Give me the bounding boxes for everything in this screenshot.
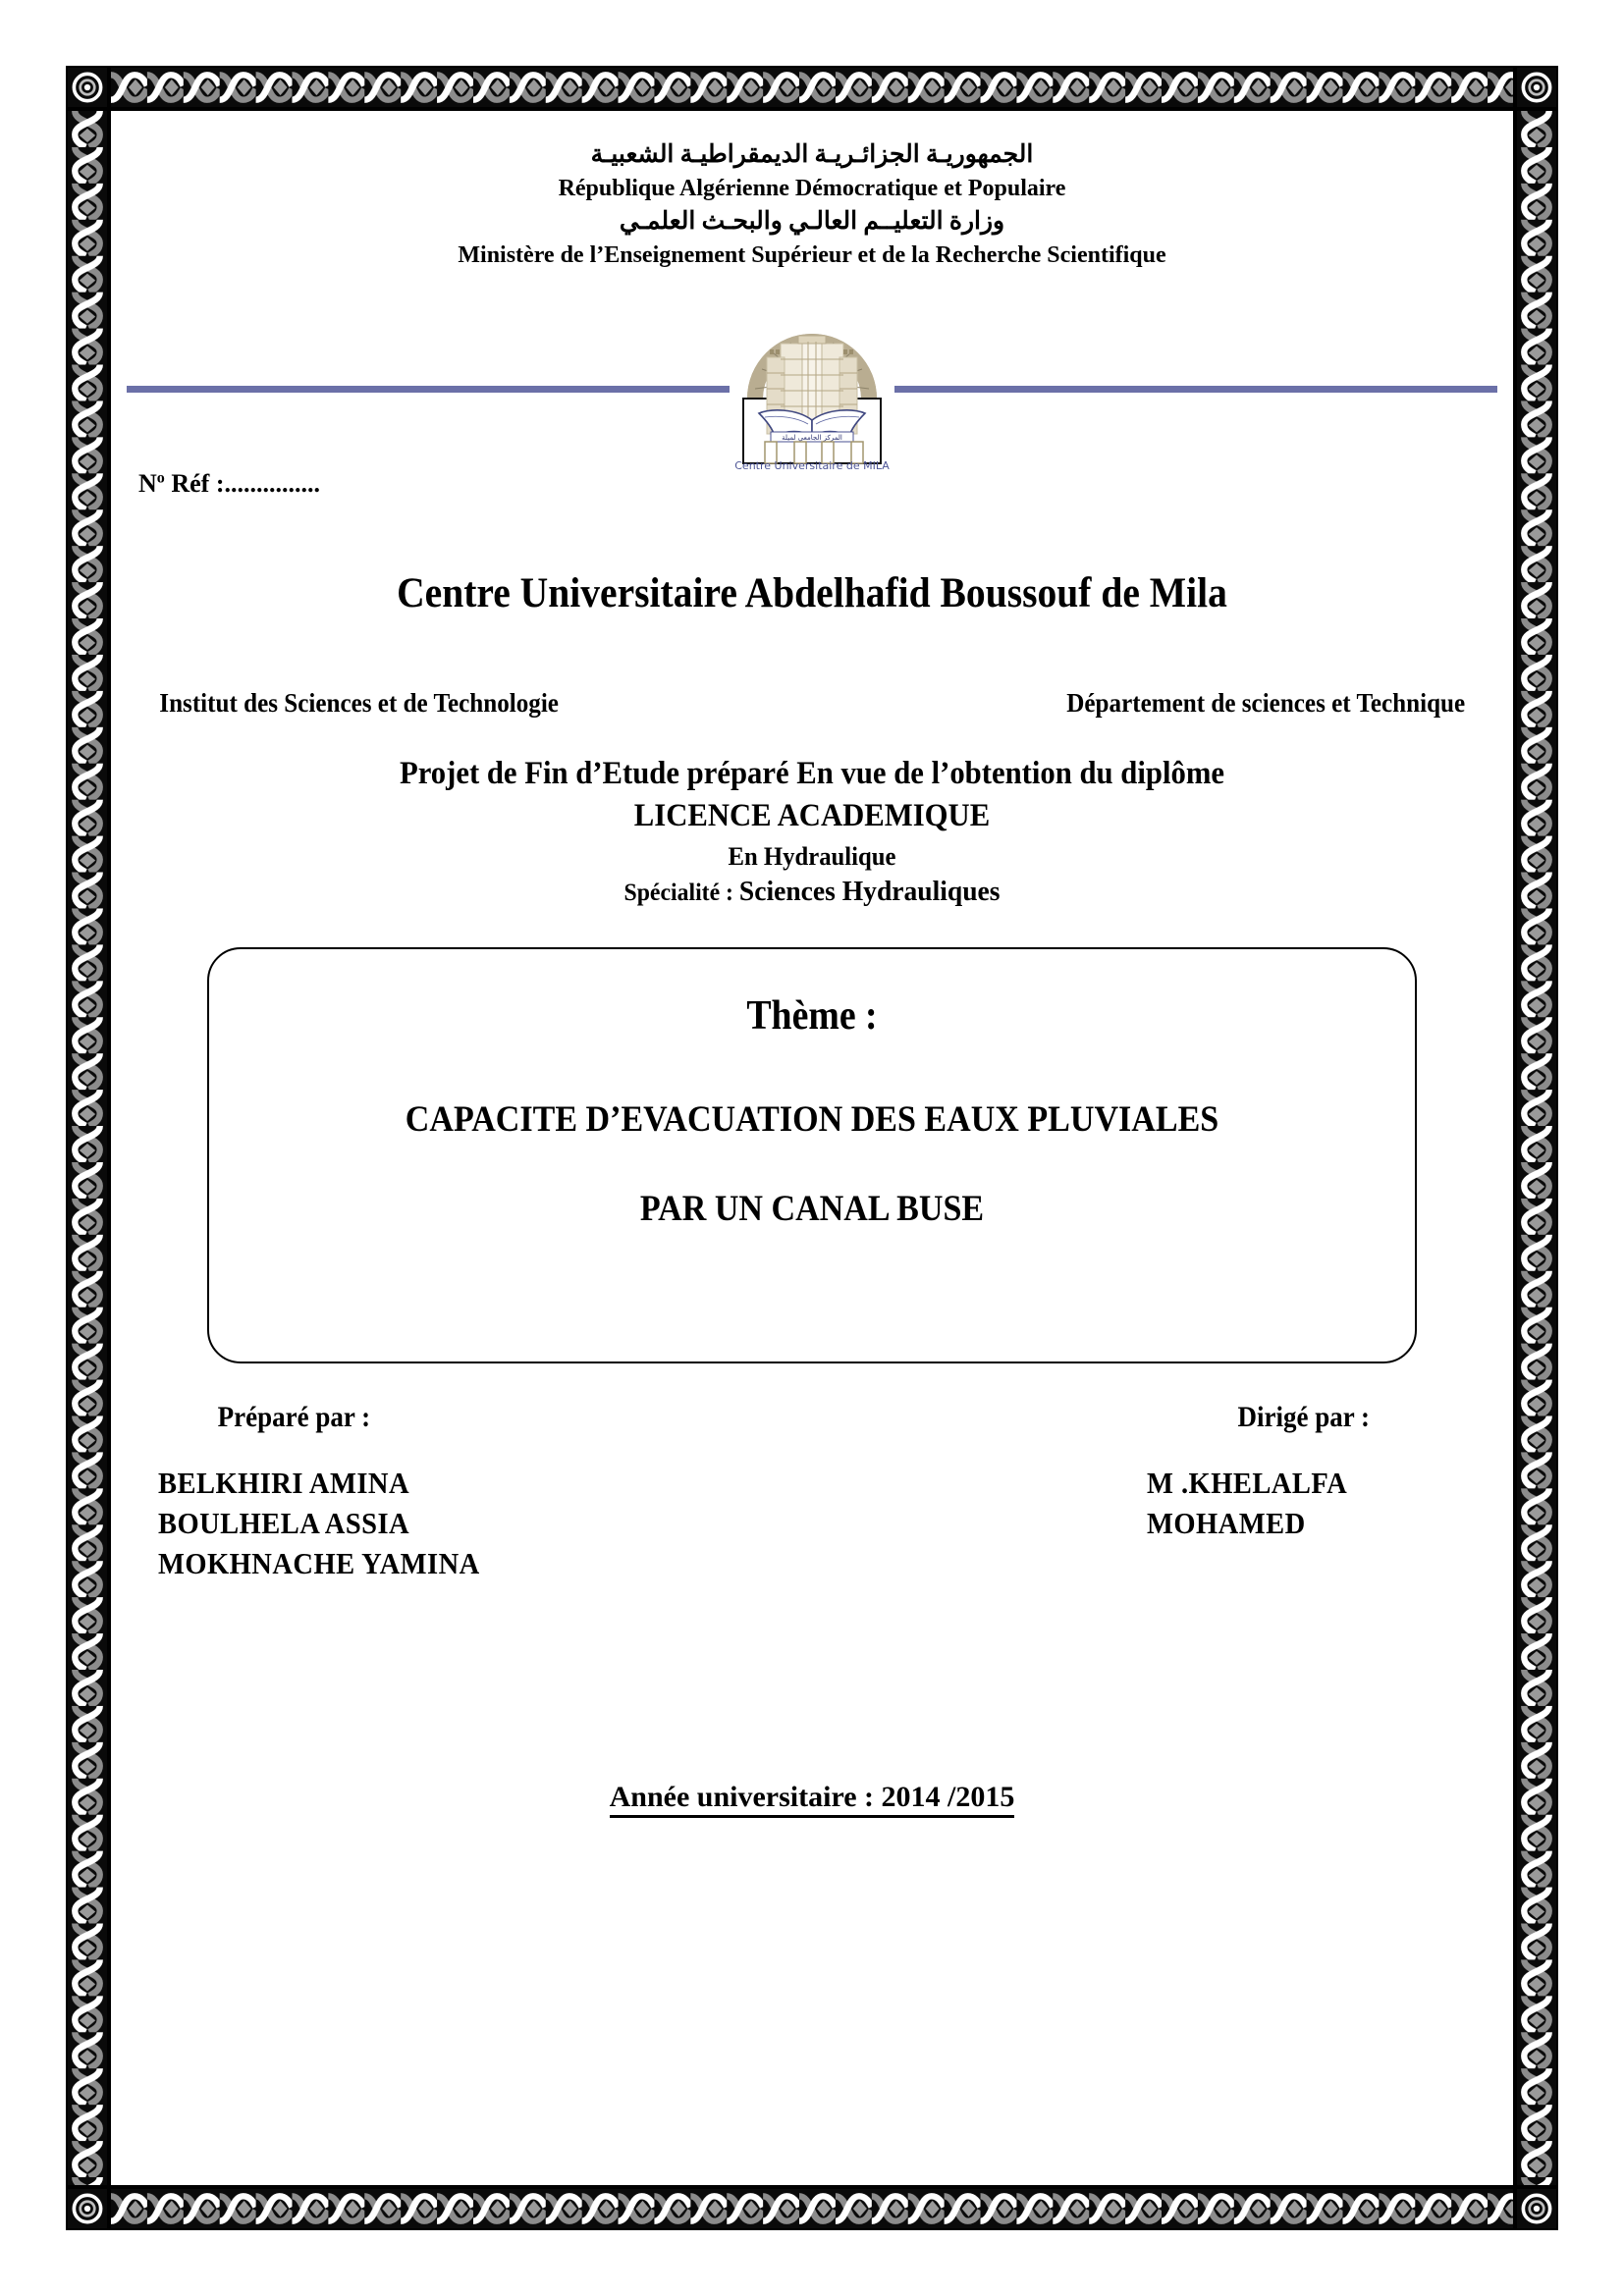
supervised-by-heading (784, 1401, 1513, 1434)
specialty-label: Spécialité : (623, 880, 739, 907)
braid-pattern-top-icon (111, 68, 1513, 107)
diploma-line-1: Projet de Fin d’Etude préparé En vue de l’obtention du diplôme (399, 756, 1225, 792)
institute-name: Institut des Sciences et de Technologie (159, 688, 559, 719)
department-name: Département de sciences et Technique (1065, 688, 1465, 719)
corner-medallion-bottom-left-icon (66, 2187, 109, 2230)
theme-box (207, 947, 1417, 1363)
student-name: BELKHIRI AMINA (158, 1466, 410, 1501)
university-logo-icon (730, 283, 894, 469)
supervisor-name: M .KHELALFA MOHAMED (1147, 1466, 1347, 1541)
corner-medallion-top-right-icon (1515, 66, 1558, 109)
reference-number (138, 469, 320, 499)
border-band-top (109, 66, 1515, 109)
diploma-block (111, 756, 1513, 908)
supervised-by-label: Dirigé par : (1237, 1401, 1371, 1434)
people-headings (111, 1401, 1513, 1434)
braid-pattern-left-icon (68, 111, 107, 2185)
people-names (111, 1464, 1513, 1584)
header-arabic-ministry: وزارة التعليــم العالـي والبحـث العلمـي (619, 208, 1005, 236)
svg-text:Centre Universitaire de MILA: Centre Universitaire de MILA (734, 459, 890, 470)
student-name: MOKHNACHE YAMINA (158, 1546, 480, 1581)
corner-medallion-top-left-icon (66, 66, 109, 109)
supervisors-list (784, 1464, 1513, 1584)
cover-content (111, 111, 1513, 2185)
diploma-line-2: LICENCE ACADEMIQUE (633, 798, 991, 834)
corner-medallion-bottom-right-icon (1515, 2187, 1558, 2230)
braid-pattern-bottom-icon (111, 2189, 1513, 2228)
reference-label: N (138, 469, 157, 499)
header-arabic-republic: الجمهوريـة الجزائـريـة الديمقراطيـة الشعبيـة (590, 141, 1034, 168)
logo-zone (111, 283, 1513, 479)
diploma-field: En Hydraulique (728, 842, 896, 872)
students-list (111, 1464, 784, 1584)
specialty-value: Sciences Hydrauliques (738, 876, 1001, 908)
theme-label: Thème : (746, 993, 878, 1040)
theme-title-line-1: CAPACITE D’EVACUATION DES EAUX PLUVIALES (405, 1099, 1219, 1141)
institute-department-row (111, 688, 1513, 719)
prepared-by-heading (111, 1401, 784, 1434)
academic-year (111, 1781, 1513, 1814)
header-french-ministry: Ministère de l’Enseignement Supérieur et de la Recherche Scientifique (458, 241, 1166, 268)
prepared-by-label: Préparé par : (217, 1401, 371, 1434)
university-name: Centre Universitaire Abdelhafid Boussouf de Mila (397, 570, 1227, 617)
student-name: BOULHELA ASSIA (158, 1506, 410, 1541)
reference-superscript: o (156, 469, 165, 487)
header-french-republic: République Algérienne Démocratique et Populaire (558, 175, 1066, 201)
theme-title-line-2: PAR UN CANAL BUSE (639, 1189, 985, 1230)
ministry-header (111, 138, 1513, 271)
border-band-bottom (109, 2187, 1515, 2230)
reference-value: Réf :............... (164, 469, 320, 499)
braid-pattern-right-icon (1517, 111, 1556, 2185)
academic-year-text: Année universitaire : 2014 /2015 (610, 1781, 1015, 1818)
svg-text:المركز الجامعي لميلة: المركز الجامعي لميلة (782, 434, 842, 443)
border-band-right (1515, 109, 1558, 2187)
diploma-specialty (146, 876, 1479, 908)
border-band-left (66, 109, 109, 2187)
